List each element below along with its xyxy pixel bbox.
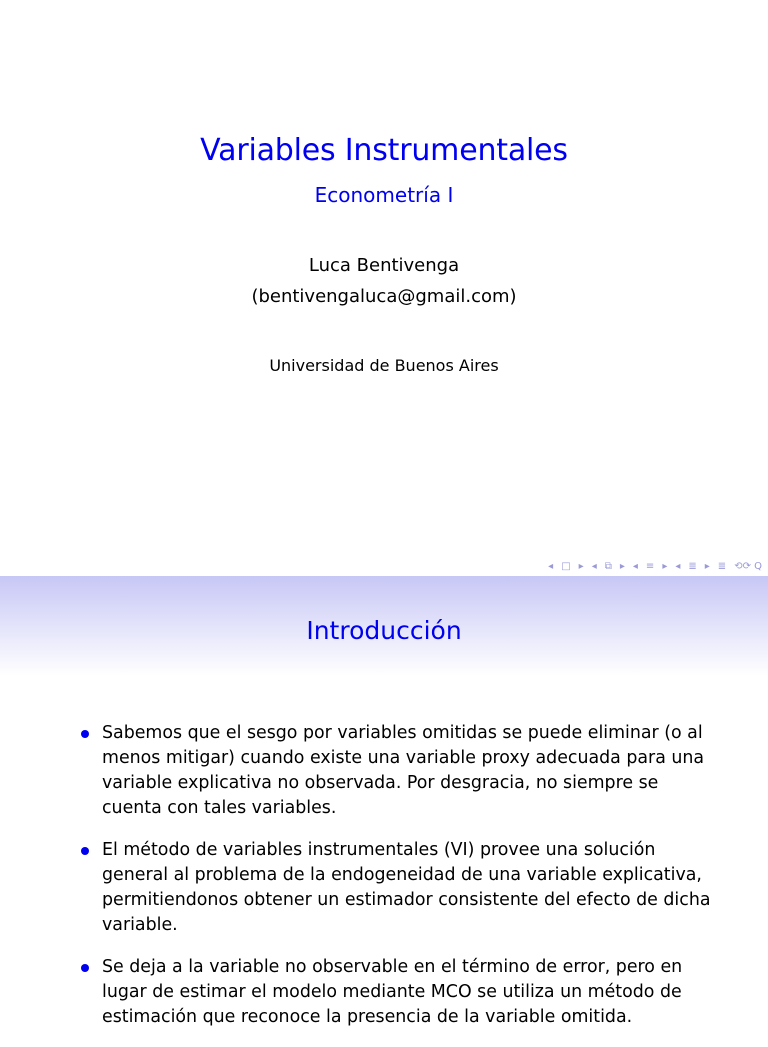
introduction-slide	[0, 576, 768, 1027]
list-item	[76, 721, 716, 821]
subsection-icon[interactable]: ⧉	[604, 561, 612, 572]
list-item-text: Se deja a la variable no observable en el término de error, pero en lugar de estimar el modelo mediante MCO se utiliza un método de estimación que reconoce la presencia de la variable omitida.	[102, 957, 683, 1027]
slide-title: Variables Instrumentales	[200, 133, 568, 168]
slide-subtitle: Econometría I	[314, 183, 454, 207]
bullet-icon	[81, 730, 89, 738]
document-icon[interactable]: ≣	[688, 561, 697, 572]
bullet-icon	[81, 964, 89, 972]
slide-title: Introducción	[306, 616, 462, 645]
document-prev-icon[interactable]: ◂	[675, 561, 681, 572]
bullet-icon	[81, 847, 89, 855]
author-name: Luca Bentivenga	[308, 255, 460, 276]
beamer-navigation-bar	[548, 558, 762, 576]
institution: Universidad de Buenos Aires	[269, 356, 499, 375]
list-item-text: El método de variables instrumentales (VI) provee una solución general al problema de la endogeneidad de una variable explicativa, permitiendonos obtener un estimador consistente del efecto de dicha variable.	[102, 840, 711, 935]
list-item	[76, 838, 716, 938]
author-email: (bentivengaluca@gmail.com)	[251, 286, 517, 307]
subsection-next-icon[interactable]: ▸	[619, 561, 625, 572]
frame-prev-icon[interactable]: ◂	[548, 561, 554, 572]
appendix-icon[interactable]: ≣	[717, 561, 727, 572]
search-back-forward-icon[interactable]: ⟲⟳ Q	[734, 561, 762, 572]
section-next-icon[interactable]: ▸	[662, 561, 668, 572]
section-prev-icon[interactable]: ◂	[632, 561, 638, 572]
bullet-list	[76, 721, 716, 1047]
subsection-prev-icon[interactable]: ◂	[591, 561, 597, 572]
frame-next-icon[interactable]: ▸	[578, 561, 584, 572]
section-icon[interactable]: ≡	[645, 561, 655, 572]
list-item-text: Sabemos que el sesgo por variables omitidas se puede eliminar (o al menos mitigar) cuando existe una variable proxy adecuada para una variable explicativa no observada. Por desgracia, no siempre se cuenta con tales variables.	[102, 723, 705, 818]
frame-icon[interactable]: □	[561, 561, 571, 572]
list-item	[76, 955, 716, 1030]
document-next-icon[interactable]: ▸	[704, 561, 710, 572]
